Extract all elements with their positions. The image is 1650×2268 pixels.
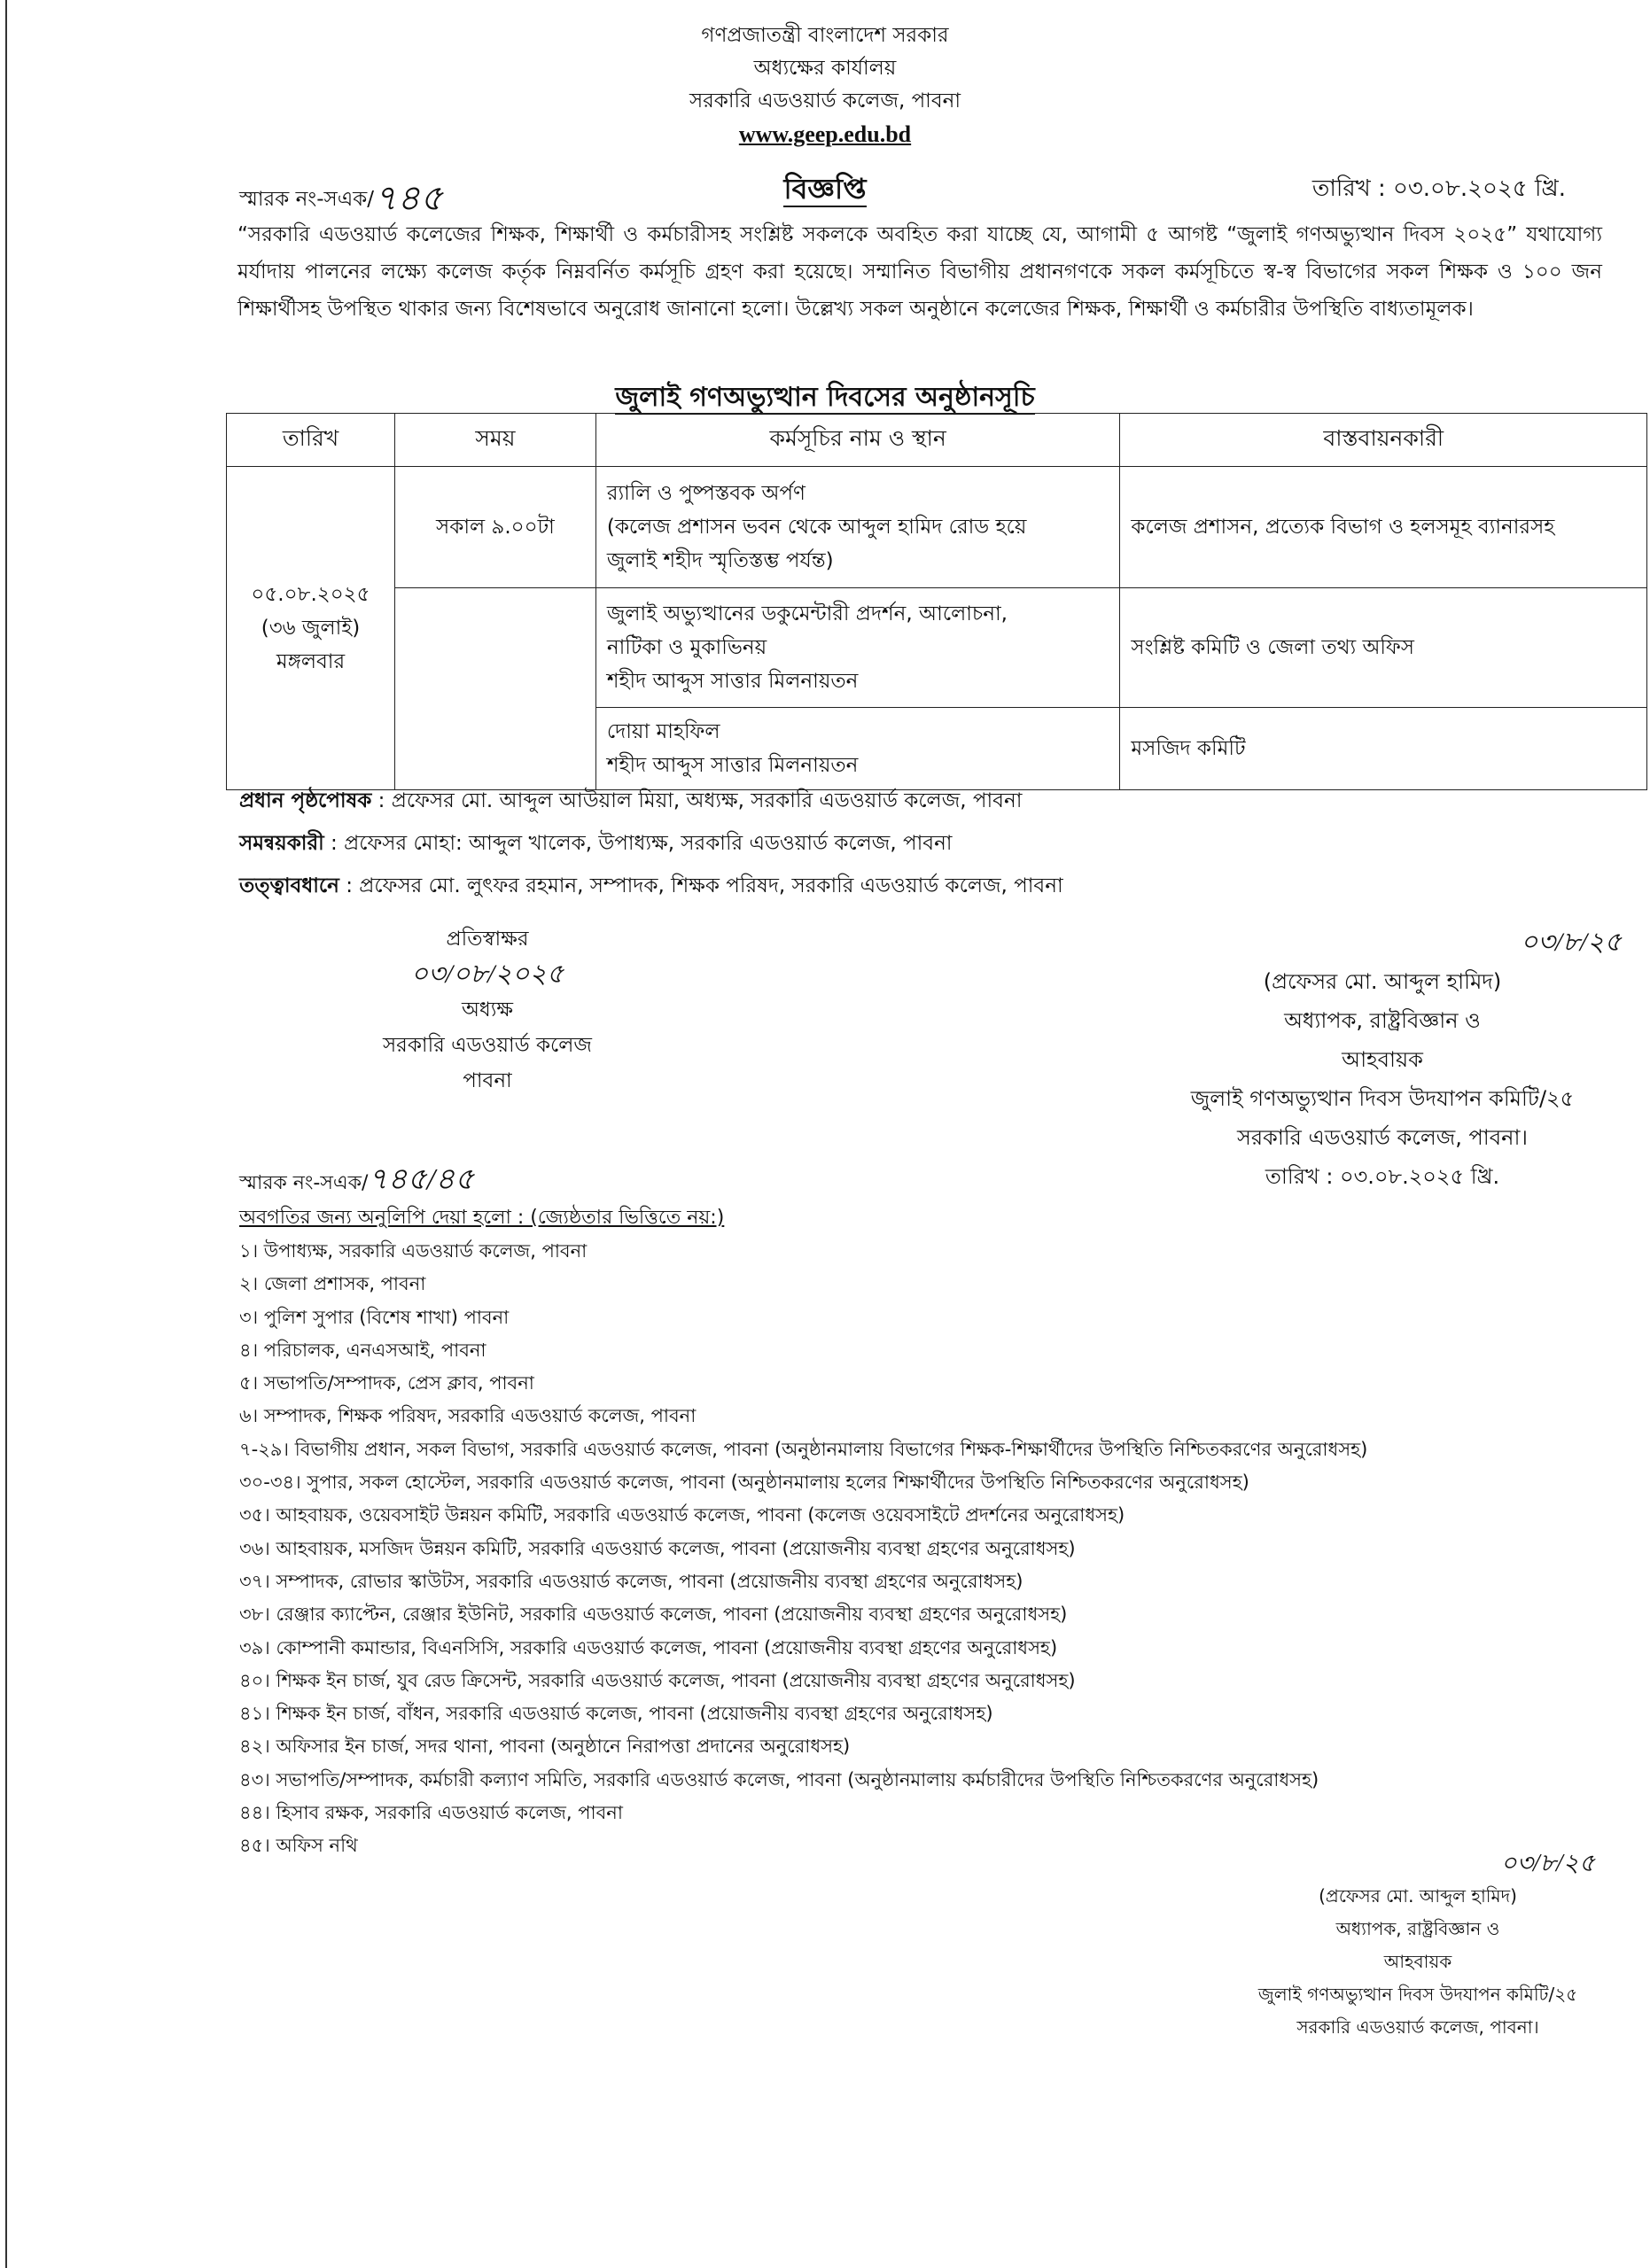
list-item: ৩৮। রেঞ্জার ক্যাপ্টেন, রেঞ্জার ইউনিট, সরকারি এডওয়ার্ড কলেজ, পাবনা (প্রয়োজনীয় ব্যবস্থা গ্রহণের অনুরোধসহ) [239,1604,1068,1626]
program-cell: র‍্যালি ও পুষ্পস্তবক অর্পণ (কলেজ প্রশাসন ভবন থেকে আব্দুল হামিদ রোড হয়ে জুলাই শহীদ স্মৃতিস্তম্ভ পর্যন্ত) [595,467,1120,588]
memo-handwritten-number: ৭৪৫ [374,178,443,218]
bottom-signature-block [1187,1847,1648,2044]
coordinator-line: সমন্বয়কারী : প্রফেসর মোহা: আব্দুল খালেক, উপাধ্যক্ষ, সরকারি এডওয়ার্ড কলেজ, পাবনা [239,832,953,855]
implementer-cell: কলেজ প্রশাসন, প্রত্যেক বিভাগ ও হলসমূহ ব্যানারসহ [1120,467,1647,588]
page-edge-line [5,0,7,2268]
signature-scribble: ০৩/০৮/২০২৫ [410,959,564,989]
col-header-date: তারিখ [227,414,395,467]
signature-scribble: ০৩/৮/২৫ [1520,928,1622,957]
list-item: ৬। সম্পাদক, শিক্ষক পরিষদ, সরকারি এডওয়ার্ড কলেজ, পাবনা [239,1405,697,1427]
principal-title: অধ্যক্ষ [461,998,514,1021]
patron-line: প্রধান পৃষ্ঠপোষক : প্রফেসর মো. আব্দুল আউয়াল মিয়া, অধ্যক্ষ, সরকারি এডওয়ার্ড কলেজ, পাবনা [239,789,1023,812]
list-item: ৩৯। কোম্পানী কমান্ডার, বিএনসিসি, সরকারি এডওয়ার্ড কলেজ, পাবনা (প্রয়োজনীয় ব্যবস্থা গ্রহণের অনুরোধসহ) [239,1636,1058,1658]
copy-heading: অবগতির জন্য অনুলিপি দেয়া হলো : (জ্যেষ্ঠতার ভিত্তিতে নয়:) [239,1207,725,1229]
list-item: ৪৪। হিসাব রক্ষক, সরকারি এডওয়ার্ড কলেজ, পাবনা [239,1802,623,1824]
supervision-line: তত্ত্বাবধানে : প্রফেসর মো. লুৎফর রহমান, সম্পাদক, শিক্ষক পরিষদ, সরকারি এডওয়ার্ড কলেজ, পাবনা [239,874,1063,897]
signer-designation: অধ্যাপক, রাষ্ট্রবিজ্ঞান ও [1284,1008,1481,1033]
signer-org: সরকারি এডওয়ার্ড কলেজ, পাবনা। [1296,2016,1539,2038]
letterhead [0,19,1650,151]
copy-distribution-list [239,1235,1639,1863]
list-item: ৩০-৩৪। সুপার, সকল হোস্টেল, সরকারি এডওয়ার্ড কলেজ, পাবনা (অনুষ্ঠানমালায় হলের শিক্ষার্থীদের উপস্থিতি নিশ্চিতকরণের অনুরোধসহ) [239,1472,1249,1494]
memo-label: স্মারক নং-সএক/ [239,188,375,211]
list-item: ৪১। শিক্ষক ইন চার্জ, বাঁধন, সরকারি এডওয়ার্ড কলেজ, পাবনা (প্রয়োজনীয় ব্যবস্থা গ্রহণের অনুরোধসহ) [239,1703,993,1725]
list-item: ৪২। অফিসার ইন চার্জ, সদর থানা, পাবনা (অনুষ্ঠানে নিরাপত্তা প্রদানের অনুরোধসহ) [239,1736,851,1758]
memo-handwritten-number: ৭৪৫/৪৫ [368,1163,475,1196]
office-name: অধ্যক্ষের কার্যালয় [753,57,897,80]
schedule-title: জুলাই গণঅভ্যুত্থান দিবসের অনুষ্ঠানসূচি [615,382,1035,413]
notice-title: বিজ্ঞপ্তি [783,172,867,206]
copy-memo-number: স্মারক নং-সএক/৭৪৫/৪৫ [239,1163,475,1196]
signer-committee: জুলাই গণঅভ্যুত্থান দিবস উদযাপন কমিটি/২৫ [1190,1086,1575,1111]
signer-org: সরকারি এডওয়ার্ড কলেজ, পাবনা। [1236,1125,1528,1150]
signer-name: (প্রফেসর মো. আব্দুল হামিদ) [1263,969,1502,994]
signer-date: তারিখ : ০৩.০৮.২০২৫ খ্রি. [1265,1164,1500,1189]
website-link[interactable]: www.geep.edu.bd [738,121,912,147]
program-cell: জুলাই অভ্যুত্থানের ডকুমেন্টারী প্রদর্শন, আলোচনা, নাটিকা ও মুকাভিনয় শহীদ আব্দুস সাত্তার মিলনায়তন [595,588,1120,708]
list-item: ৪৩। সভাপতি/সম্পাদক, কর্মচারী কল্যাণ সমিতি, সরকারি এডওয়ার্ড কলেজ, পাবনা (অনুষ্ঠানমালায় কর্মচারীদের উপস্থিতি নিশ্চিতকরণের অনুরোধসহ) [239,1768,1319,1790]
col-header-implementer: বাস্তবায়নকারী [1120,414,1647,467]
implementer-cell: মসজিদ কমিটি [1120,708,1647,790]
table-row [227,467,1647,588]
list-item: ২। জেলা প্রশাসক, পাবনা [239,1273,426,1295]
roles-section [239,780,1063,907]
time-cell [394,588,595,790]
principal-city: পাবনা [463,1069,512,1092]
list-item: ৩৫। আহবায়ক, ওয়েবসাইট উন্নয়ন কমিটি, সরকারি এডওয়ার্ড কলেজ, পাবনা (কলেজ ওয়েবসাইটে প্রদর্শনের অনুরোধসহ) [239,1504,1125,1526]
signer-name: (প্রফেসর মো. আব্দুল হামিদ) [1319,1885,1517,1907]
time-cell: সকাল ৯.০০টা [394,467,595,588]
signer-role: আহবায়ক [1383,1951,1452,1972]
program-cell: দোয়া মাহফিল শহীদ আব্দুস সাত্তার মিলনায়তন [595,708,1120,790]
table-header-row [227,414,1647,467]
list-item: ৪৫। অফিস নথি [239,1835,358,1857]
table-row [227,588,1647,708]
countersign-label: প্রতিস্বাক্ষর [446,928,529,951]
notice-body: “সরকারি এডওয়ার্ড কলেজের শিক্ষক, শিক্ষার্থী ও কর্মচারীসহ সংশ্লিষ্ট সকলকে অবহিত করা যাচ্ছে যে, আগামী ৫ আগষ্ট “জুলাই গণঅভ্যুত্থান দিবস ২০২৫” যথাযোগ্য মর্যাদায় পালনের লক্ষ্যে কলেজ কর্তৃক নিম্নবর্নিত কর্মসূচি গ্রহণ করা হয়েছে। সম্মানিত বিভাগীয় প্রধানগণকে সকল কর্মসূচিতে স্ব-স্ব বিভাগের সকল শিক্ষক ও ১০০ জন শিক্ষার্থীসহ উপস্থিত থাকার জন্য বিশেষভাবে অনুরোধ জানানো হলো। উল্লেখ্য সকল অনুষ্ঠানে কলেজের শিক্ষক, শিক্ষার্থী ও কর্মচারীর উপস্থিতি বাধ্যতামূলক। [237,223,1602,321]
convener-signature-block [1125,923,1639,1196]
list-item: ৭-২৯। বিভাগীয় প্রধান, সকল বিভাগ, সরকারি এডওয়ার্ড কলেজ, পাবনা (অনুষ্ঠানমালায় বিভাগের শিক্ষক-শিক্ষার্থীদের উপস্থিতি নিশ্চিতকরণের অনুরোধসহ) [239,1438,1368,1460]
list-item: ৫। সভাপতি/সম্পাদক, প্রেস ক্লাব, পাবনা [239,1372,534,1394]
implementer-cell: সংশ্লিষ্ট কমিটি ও জেলা তথ্য অফিস [1120,588,1647,708]
issue-date: তারিখ : ০৩.০৮.২০২৫ খ্রি. [1311,175,1566,202]
list-item: ৩। পুলিশ সুপার (বিশেষ শাখা) পাবনা [239,1306,510,1328]
event-date-cell: ০৫.০৮.২০২৫ (৩৬ জুলাই) মঙ্গলবার [227,467,395,790]
col-header-time: সময় [394,414,595,467]
schedule-table [226,413,1647,790]
list-item: ১। উপাধ্যক্ষ, সরকারি এডওয়ার্ড কলেজ, পাবনা [239,1240,588,1262]
list-item: ৪। পরিচালক, এনএসআই, পাবনা [239,1339,486,1361]
signer-designation: অধ্যাপক, রাষ্ট্রবিজ্ঞান ও [1335,1918,1500,1939]
signer-role: আহবায়ক [1342,1047,1423,1072]
list-item: ৩৭। সম্পাদক, রোভার স্কাউটস, সরকারি এডওয়ার্ড কলেজ, পাবনা (প্রয়োজনীয় ব্যবস্থা গ্রহণের অনুরোধসহ) [239,1570,1023,1592]
list-item: ৩৬। আহবায়ক, মসজিদ উন্নয়ন কমিটি, সরকারি এডওয়ার্ড কলেজ, পাবনা (প্রয়োজনীয় ব্যবস্থা গ্রহণের অনুরোধসহ) [239,1537,1076,1559]
signer-committee: জুলাই গণঅভ্যুত্থান দিবস উদযাপন কমিটি/২৫ [1257,1984,1578,2005]
countersignature-block [328,921,647,1099]
college-name: সরকারি এডওয়ার্ড কলেজ, পাবনা [689,89,961,113]
list-item: ৪০। শিক্ষক ইন চার্জ, যুব রেড ক্রিসেন্ট, সরকারি এডওয়ার্ড কলেজ, পাবনা (প্রয়োজনীয় ব্যবস্থা গ্রহণের অনুরোধসহ) [239,1669,1076,1691]
col-header-program: কর্মসূচির নাম ও স্থান [595,414,1120,467]
principal-org: সরকারি এডওয়ার্ড কলেজ [382,1034,592,1057]
government-name: গণপ্রজাতন্ত্রী বাংলাদেশ সরকার [701,24,949,47]
signature-scribble: ০৩/৮/২৫ [1500,1850,1595,1877]
